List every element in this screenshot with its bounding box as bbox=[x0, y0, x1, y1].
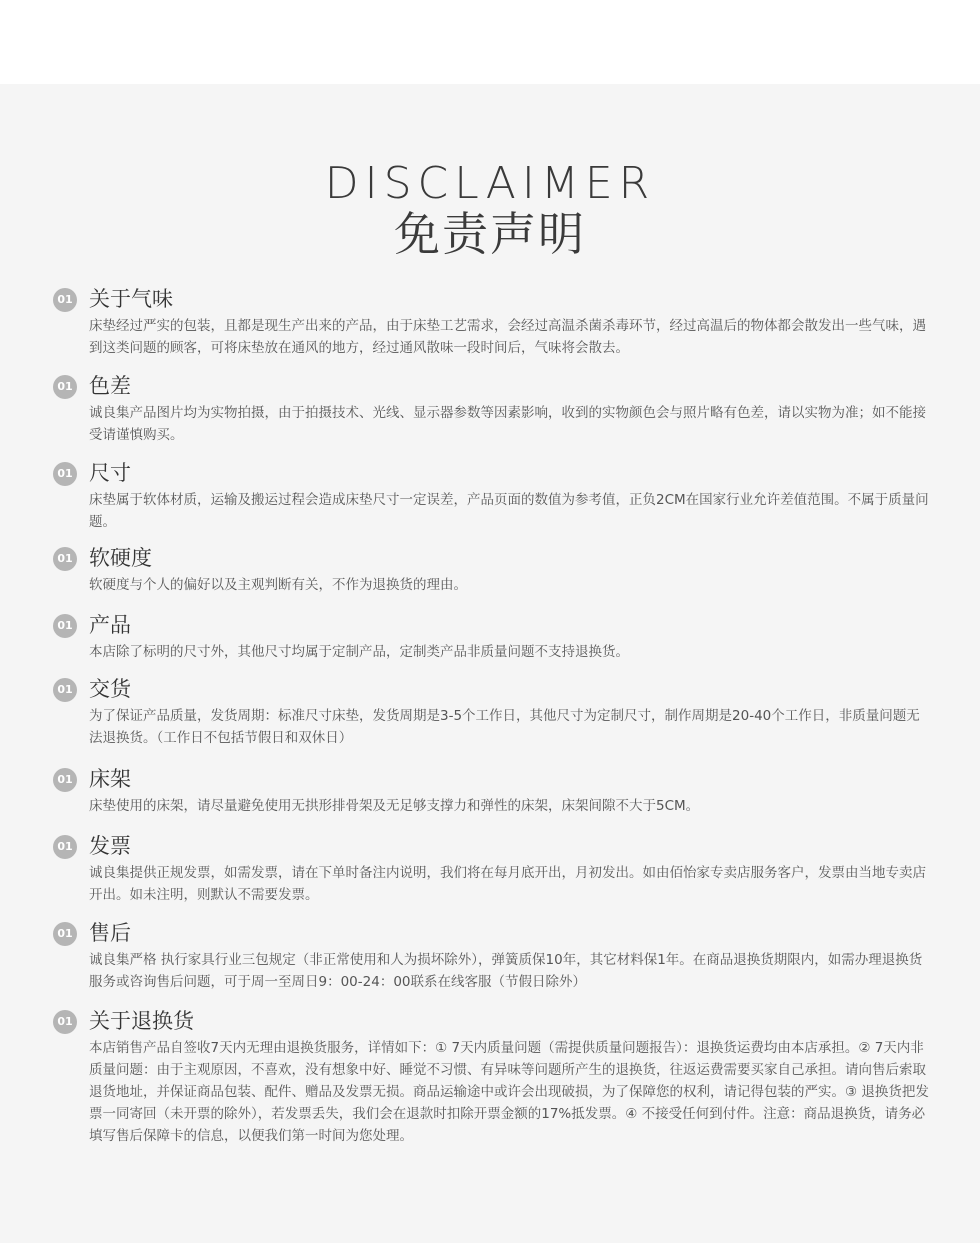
section-text: 床垫属于软体材质，运输及搬运过程会造成床垫尺寸一定误差，产品页面的数值为参考值，正负2CM在国家行业允许差值范围。不属于质量问题。 bbox=[89, 492, 929, 530]
section-text: 诚良集提供正规发票，如需发票，请在下单时备注内说明，我们将在每月底开出，月初发出。如由佰怡家专卖店服务客户，发票由当地专卖店开出。如未注明，则默认不需要发票。 bbox=[89, 865, 926, 903]
top-blank-area bbox=[0, 0, 980, 84]
section-title: 尺寸 bbox=[89, 461, 131, 485]
section-title: 关于气味 bbox=[89, 287, 173, 311]
number-badge: 01 bbox=[53, 1010, 77, 1034]
section-text: 本店销售产品自签收7天内无理由退换货服务，详情如下：① 7天内质量问题（需提供质量问题报告）：退换货运费均由本店承担。② 7天内非质量问题：由于主观原因，不喜欢，没有想象中好、睡觉不习惯、有异味等问题所产生的退换货，往返运费需要买家自己承担。请向售后索取退货地址，并保证商品包装、配件、赠品及发票无损。商品运输途中或许会出现破损，为了保障您的权利，请记得包装的严实。③ 退换货把发票一同寄回（未开票的除外），若发票丢失，我们会在退款时扣除开票金额的17%抵发票。④ 不接受任何到付件。注意：商品退换货，请务必填写售后保障卡的信息，以便我们第一时间为您处理。 bbox=[89, 1040, 929, 1144]
section-title: 色差 bbox=[89, 374, 131, 398]
section-text: 诚良集严格 执行家具行业三包规定（非正常使用和人为损坏除外），弹簧质保10年，其它材料保1年。在商品退换货期限内，如需办理退换货服务或咨询售后问题，可于周一至周日9：00-24：00联系在线客服（节假日除外） bbox=[89, 952, 923, 990]
title-english: DISCLAIMER bbox=[324, 158, 656, 209]
section-text: 诚良集产品图片均为实物拍摄，由于拍摄技术、光线、显示器参数等因素影响，收到的实物颜色会与照片略有色差，请以实物为准；如不能接受请谨慎购买。 bbox=[89, 405, 926, 443]
section-text: 床垫使用的床架，请尽量避免使用无拱形排骨架及无足够支撑力和弹性的床架，床架间隙不大于5CM。 bbox=[89, 798, 700, 814]
section-text: 软硬度与个人的偏好以及主观判断有关，不作为退换货的理由。 bbox=[89, 577, 467, 593]
section-text: 床垫经过严实的包装，且都是现生产出来的产品，由于床垫工艺需求，会经过高温杀菌杀毒环节，经过高温后的物体都会散发出一些气味，遇到这类问题的顾客，可将床垫放在通风的地方，经过通风散味一段时间后，气味将会散去。 bbox=[89, 318, 926, 356]
title-chinese: 免责声明 bbox=[394, 207, 586, 261]
section-title: 售后 bbox=[89, 921, 131, 945]
section-title: 床架 bbox=[89, 767, 131, 791]
number-badge: 01 bbox=[53, 547, 77, 571]
section-title: 关于退换货 bbox=[89, 1009, 194, 1033]
number-badge: 01 bbox=[53, 375, 77, 399]
section-text: 为了保证产品质量，发货周期：标准尺寸床垫，发货周期是3-5个工作日，其他尺寸为定制尺寸，制作周期是20-40个工作日，非质量问题无法退换货。（工作日不包括节假日和双休日） bbox=[89, 708, 920, 746]
section-title: 交货 bbox=[89, 677, 131, 701]
number-badge: 01 bbox=[53, 288, 77, 312]
section-title: 软硬度 bbox=[89, 546, 152, 570]
number-badge: 01 bbox=[53, 678, 77, 702]
section-title: 发票 bbox=[89, 834, 131, 858]
number-badge: 01 bbox=[53, 835, 77, 859]
section-title: 产品 bbox=[89, 613, 131, 637]
number-badge: 01 bbox=[53, 768, 77, 792]
number-badge: 01 bbox=[53, 922, 77, 946]
number-badge: 01 bbox=[53, 614, 77, 638]
number-badge: 01 bbox=[53, 462, 77, 486]
section-text: 本店除了标明的尺寸外，其他尺寸均属于定制产品，定制类产品非质量问题不支持退换货。 bbox=[89, 644, 629, 660]
